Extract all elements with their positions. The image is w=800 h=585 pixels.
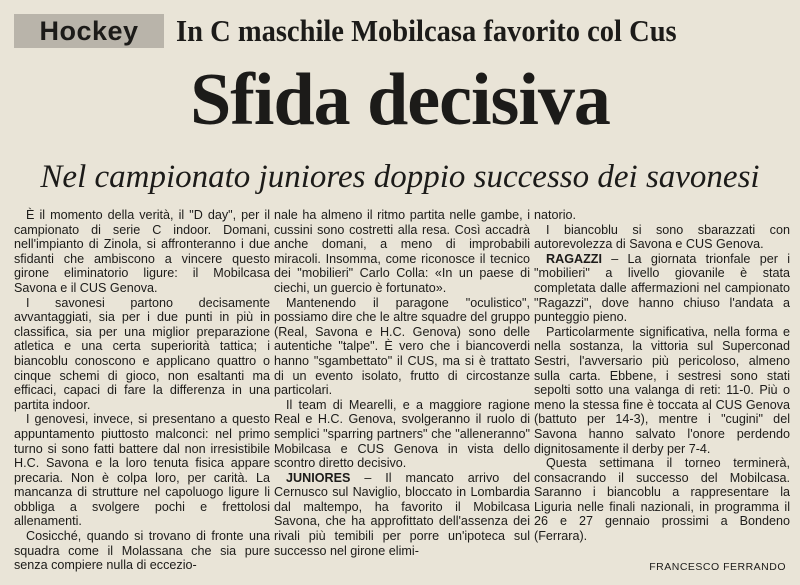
- article-headline: Sfida decisiva: [190, 59, 610, 141]
- paragraph-ragazzi: [534, 252, 790, 325]
- section-kicker: Hockey: [14, 14, 164, 48]
- paragraph: natorio.: [534, 208, 577, 222]
- paragraph: Cosicché, quando si trovano di fronte una squadra come il Molassana che sia pure senza compiere nulla di eccezio-: [14, 529, 270, 573]
- paragraph: I biancoblu si sono sbarazzati con autorevolezza di Savona e CUS Genova.: [534, 222, 790, 252]
- paragraph-juniores: [274, 471, 530, 559]
- article-header: [0, 0, 800, 60]
- paragraph: Particolarmente significativa, nella forma e nella sostanza, la vittoria sul Superconad Sestri, l'avversario più pericoloso, almeno sulla carta. Ebbene, i sestresi sono stati sepolti sotto una valanga di reti: 11-0. Più o meno la stessa fine è toccata al CUS Genova (battuto per 14-3), mentre i "cugini" del Savona hanno salvato l'onore perdendo dignitosamente il derby per 7-4.: [534, 324, 790, 456]
- author-byline: FRANCESCO FERRANDO: [649, 561, 786, 573]
- paragraph: I genovesi, invece, si presentano a questo appuntamento piuttosto malconci: nel primo turno si sono fatti battere dal non irresistibile H.C. Savona e la loro tenuta fisica appare precaria. Non è colpa loro, per carità. La mancanza di strutture nel capoluogo ligure li obbliga a svolgere pochi e frettolosi allenamenti.: [14, 412, 270, 529]
- paragraph: nale ha almeno il ritmo partita nelle gambe, i cussini sono costretti alla resa. Così accadrà anche domani, a meno di improbabili miracoli. Insomma, come riconosce il tecnico dei "mobilieri" Carlo Colla: «In un paese di ciechi, un guercio è fortunato».: [274, 208, 530, 295]
- text-column-3: [534, 208, 790, 544]
- article-subheadline: Nel campionato juniores doppio successo dei savonesi: [40, 159, 760, 195]
- paragraph: Il team di Mearelli, e a maggiore ragione Real e H.C. Genova, svolgeranno il ruolo di semplici "sparring partners" che "alleneranno" Mobilcasa e CUS Genova in vista dello scontro diretto decisivo.: [274, 397, 530, 471]
- paragraph: È il momento della verità, il "D day", per il campionato di serie C indoor. Domani, nell'impianto di Zinola, si affronteranno i due sfidanti che ambiscono a vincere questo girone eliminatorio ligure: il Mobilcasa Savona e il CUS Genova.: [14, 208, 270, 295]
- section-lead-juniores: JUNIORES: [286, 470, 351, 485]
- section-lead-ragazzi: RAGAZZI: [546, 251, 602, 266]
- paragraph: Questa settimana il torneo terminerà, consacrando il successo del Mobilcasa. Saranno i biancoblu a rappresentare la Liguria nelle finali nazionali, in programma il 26 e 27 gennaio prossimi a Bondeno (Ferrara).: [534, 456, 790, 544]
- article-strapline: In C maschile Mobilcasa favorito col Cus: [176, 13, 677, 48]
- paragraph-text: – La giornata trionfale per i "mobilieri" a livello giovanile è stata completata dalle affermazioni nel campionato "Ragazzi", dove hanno chiuso l'andata a punteggio pieno.: [534, 251, 790, 325]
- text-column-1: [14, 208, 270, 573]
- text-column-2: [274, 208, 530, 558]
- paragraph: Mantenendo il paragone "oculistico", possiamo dire che le altre squadre del gruppo (Real, Savona e H.C. Genova) sono delle autentiche "talpe". È vero che i biancoverdi hanno "sgambettato" il CUS, ma si è trattato di un evento isolato, frutto di circostanze particolari.: [274, 295, 530, 398]
- paragraph-text: – Il mancato arrivo del Cernusco sul Naviglio, bloccato in Lombardia dal maltempo, ha favorito il Mobilcasa Savona, che ha approfittato dell'assenza dei rivali più temibili per porre un'ipoteca sul successo nel girone elimi-: [274, 470, 530, 558]
- paragraph: I savonesi partono decisamente avvantaggiati, sia per i due punti in più in classifica, sia per una miglior preparazione atletica e una certa superiorità tattica; i biancoblu conoscono e applicano quattro o cinque schemi di gioco, non esaltanti ma efficaci, capaci di fare la differenza in una partita indoor.: [14, 295, 270, 412]
